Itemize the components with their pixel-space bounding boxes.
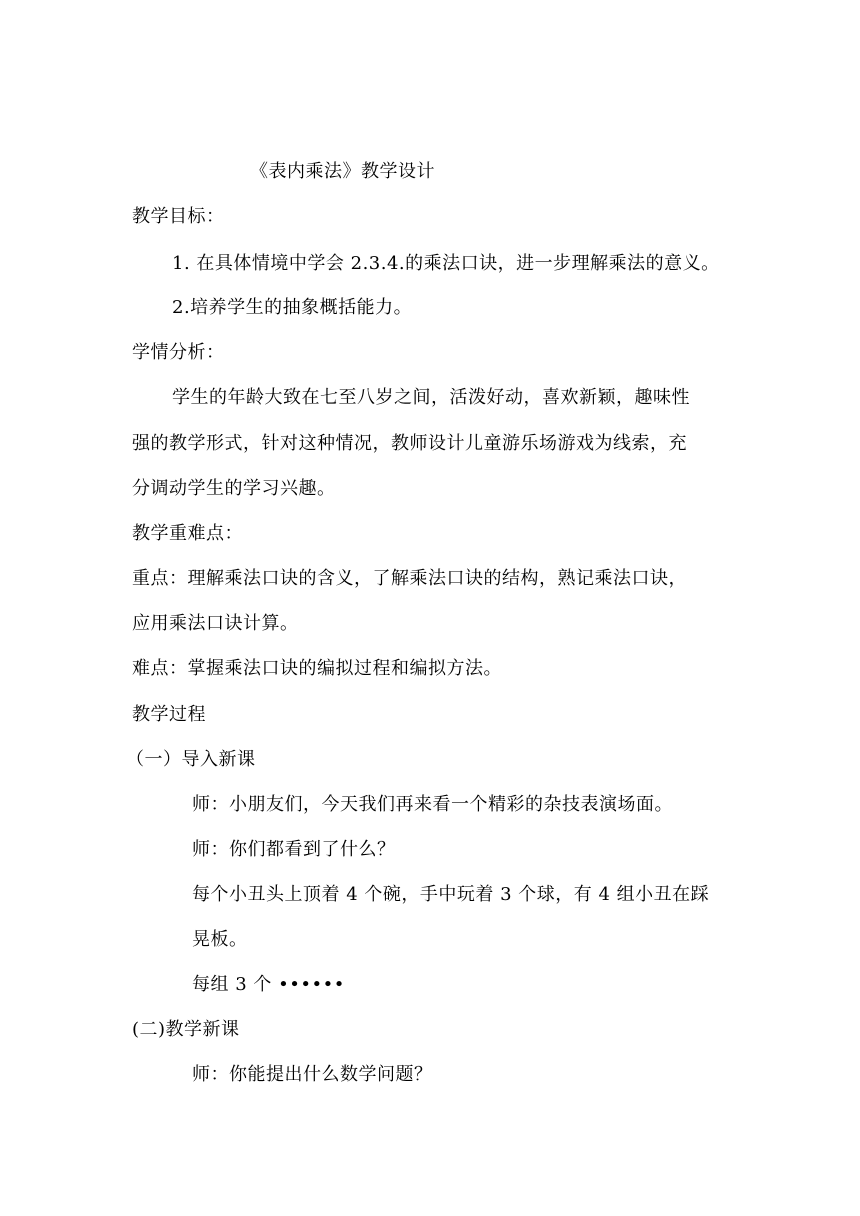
keypoint-line-1: 重点：理解乘法口诀的含义，了解乘法口诀的结构，熟记乘法口诀， bbox=[132, 568, 687, 589]
part-2-heading: (二)教学新课 bbox=[132, 1019, 240, 1040]
analysis-heading: 学情分析： bbox=[132, 342, 225, 363]
keypoints-heading: 教学重难点： bbox=[132, 523, 243, 544]
document-title: 《表内乘法》教学设计 bbox=[250, 161, 435, 182]
part-1-heading: （一）导入新课 bbox=[126, 749, 256, 770]
goal-item-2: 2.培养学生的抽象概括能力。 bbox=[172, 297, 413, 318]
goals-heading: 教学目标： bbox=[132, 206, 225, 227]
difficulty-line: 难点：掌握乘法口诀的编拟过程和编拟方法。 bbox=[132, 658, 502, 679]
part-1-line-4: 晃板。 bbox=[192, 929, 248, 950]
keypoint-line-2: 应用乘法口诀计算。 bbox=[132, 613, 299, 634]
part-2-line-1: 师：你能提出什么数学问题？ bbox=[192, 1064, 433, 1085]
analysis-paragraph-line-3: 分调动学生的学习兴趣。 bbox=[132, 478, 336, 499]
goal-item-1: 1. 在具体情境中学会 2.3.4.的乘法口诀，进一步理解乘法的意义。 bbox=[172, 253, 720, 274]
analysis-paragraph-line-2: 强的教学形式，针对这种情况，教师设计儿童游乐场游戏为线索，充 bbox=[132, 433, 687, 454]
part-1-line-2: 师：你们都看到了什么？ bbox=[192, 839, 396, 860]
part-1-line-3: 每个小丑头上顶着 4 个碗，手中玩着 3 个球，有 4 组小丑在踩 bbox=[192, 884, 710, 905]
part-1-line-5: 每组 3 个 •••••• bbox=[192, 974, 345, 995]
analysis-paragraph-line-1: 学生的年龄大致在七至八岁之间，活泼好动，喜欢新颖，趣味性 bbox=[172, 387, 690, 408]
part-1-line-1: 师：小朋友们，今天我们再来看一个精彩的杂技表演场面。 bbox=[192, 794, 673, 815]
process-heading: 教学过程 bbox=[132, 704, 206, 725]
